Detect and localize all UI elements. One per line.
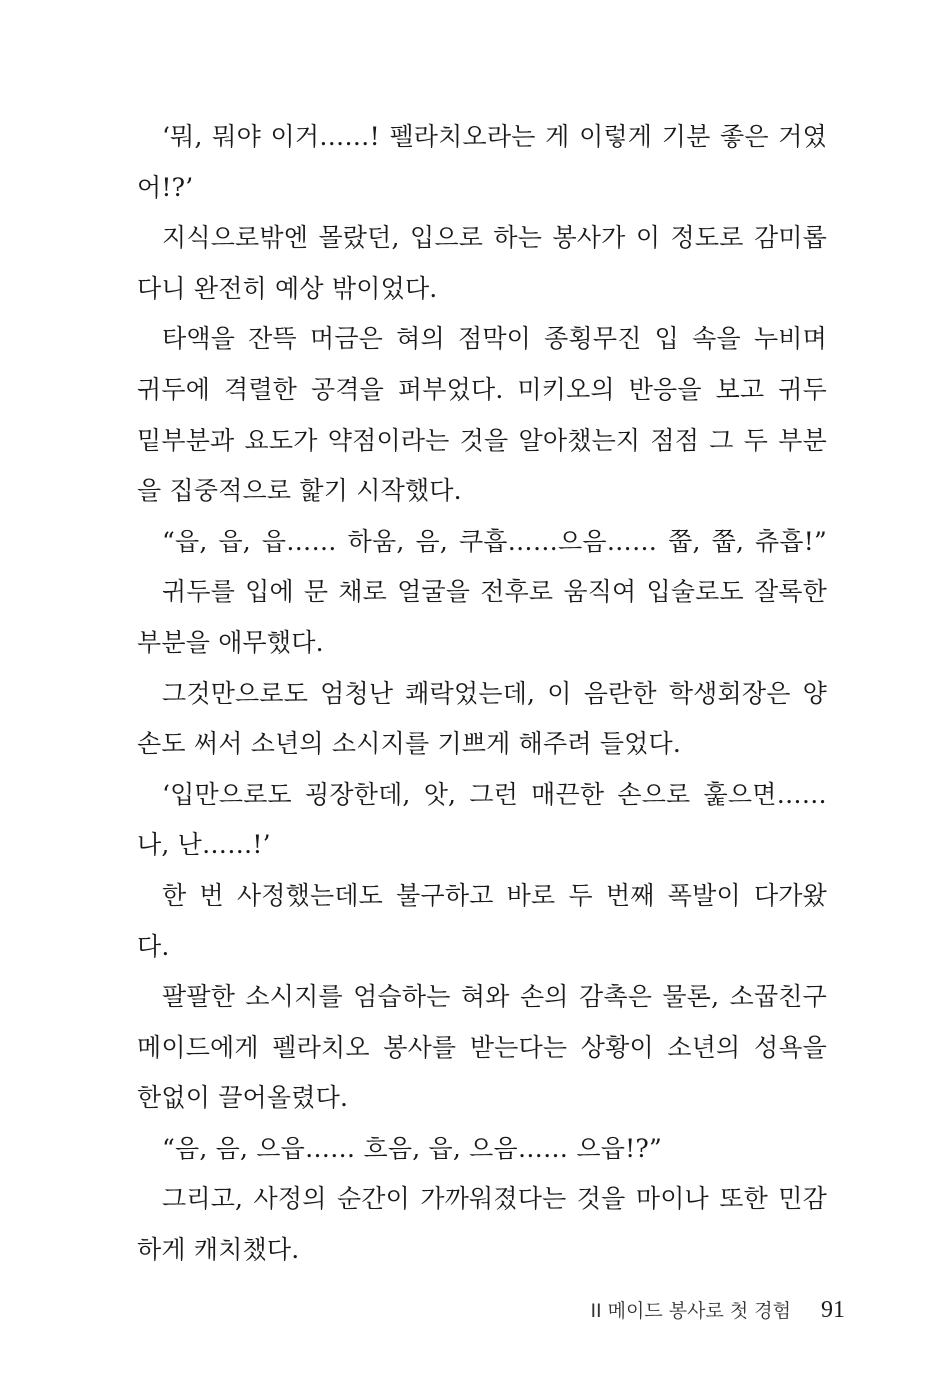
text-line: “음, 음, 으읍…… 흐음, 읍, 으음…… 으읍!?” — [162, 1133, 662, 1163]
text-line: 손도 써서 소년의 소시지를 기쁘게 해주려 들었다. — [137, 729, 682, 759]
text-line: 밑부분과 요도가 약점이라는 것을 알아챘는지 점점 그 두 부분 — [137, 425, 827, 455]
running-footer — [590, 1292, 845, 1328]
text-line: 그것만으로도 엄청난 쾌락었는데, 이 음란한 학생회장은 양 — [162, 678, 827, 708]
body-text — [137, 112, 827, 1276]
text-line: ‘뭐, 뭐야 이거……! 펠라치오라는 게 이렇게 기분 좋은 거였 — [162, 122, 827, 151]
text-line: 어!?’ — [137, 172, 194, 202]
chapter-title: II 메이드 봉사로 첫 경험 — [590, 1300, 791, 1322]
text-line: 다. — [137, 931, 170, 961]
text-line: 메이드에게 펠라치오 봉사를 받는다는 상황이 소년의 성욕을 — [137, 1032, 827, 1062]
text-line: “읍, 읍, 읍…… 하움, 음, 쿠흡……으음…… 쭙, 쭙, 츄흡!” — [162, 526, 827, 556]
text-line: 팔팔한 소시지를 엄습하는 혀와 손의 감촉은 물론, 소꿉친구 — [162, 982, 827, 1012]
text-line: 귀두에 격렬한 공격을 퍼부었다. 미키오의 반응을 보고 귀두 — [137, 374, 827, 404]
text-line: 그리고, 사정의 순간이 가까워졌다는 것을 마이나 또한 민감 — [162, 1184, 827, 1214]
text-line: 하게 캐치챘다. — [137, 1235, 300, 1265]
text-line: 지식으로밖엔 몰랐던, 입으로 하는 봉사가 이 정도로 감미롭 — [162, 223, 827, 253]
text-line: 다니 완전히 예상 밖이었다. — [137, 273, 438, 303]
text-line: 귀두를 입에 문 채로 얼굴을 전후로 움직여 입술로도 잘록한 — [162, 577, 827, 607]
text-line: ‘입만으로도 굉장한데, 앗, 그런 매끈한 손으로 훑으면…… — [162, 779, 827, 809]
text-line: 을 집중적으로 핥기 시작했다. — [137, 476, 462, 506]
text-line: 부분을 애무했다. — [137, 627, 324, 657]
text-line: 나, 난……!’ — [137, 830, 271, 860]
text-line: 한없이 끌어올렸다. — [137, 1083, 349, 1113]
text-line: 타액을 잔뜩 머금은 혀의 점막이 종횡무진 입 속을 누비며 — [162, 324, 827, 354]
page-number: 91 — [821, 1297, 845, 1323]
text-line: 한 번 사정했는데도 불구하고 바로 두 번째 폭발이 다가왔 — [162, 880, 827, 910]
